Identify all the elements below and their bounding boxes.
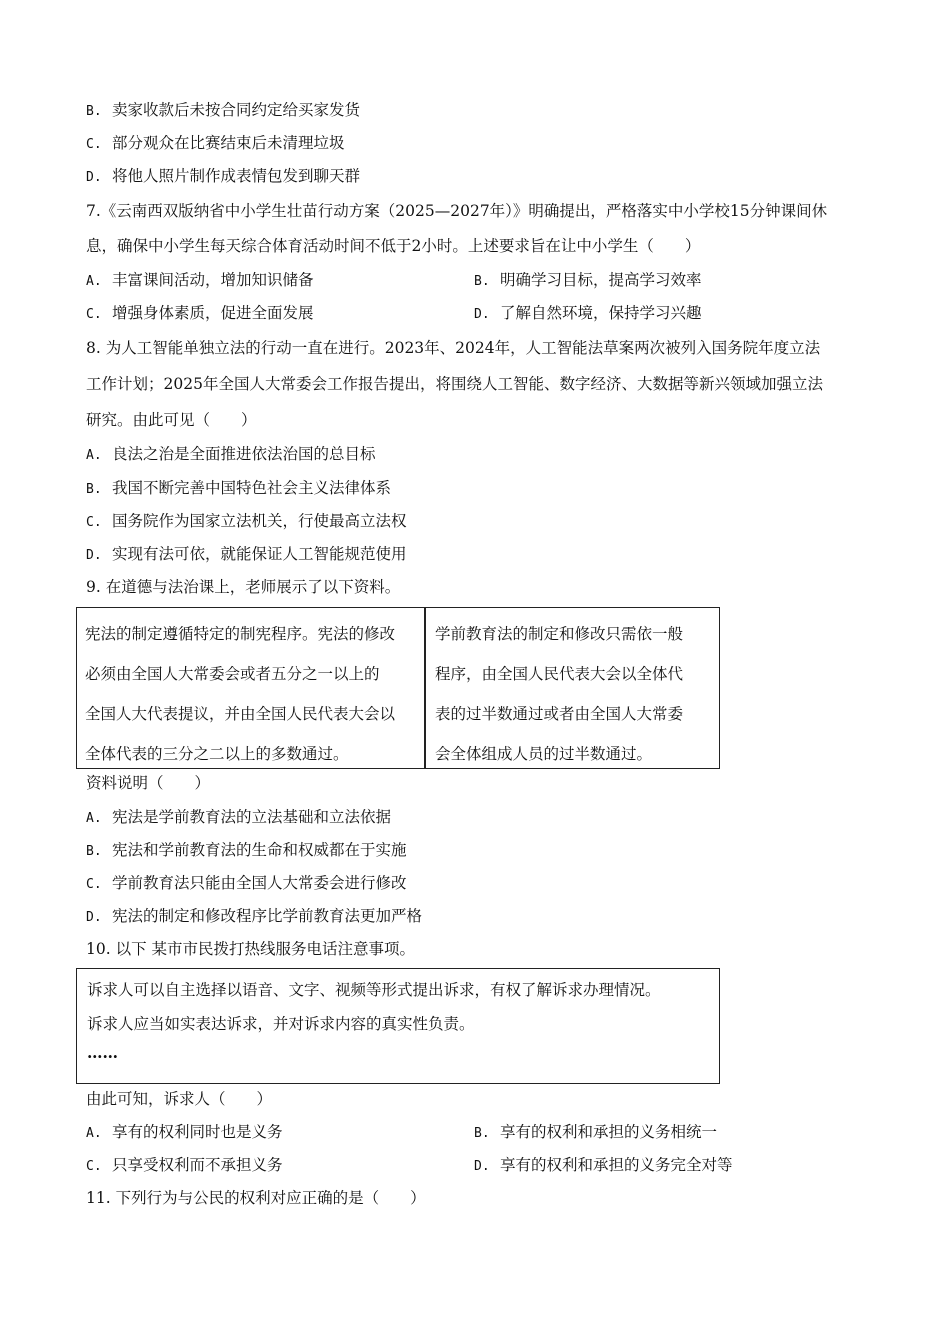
option-b: B. 卖家收款后未按合同约定给买家发货: [86, 101, 361, 119]
question-8-stem-line1: 8. 为人工智能单独立法的行动一直在进行。2023年、2024年，人工智能法草案两次被列入国务院年度立法: [86, 339, 821, 357]
notice-ellipsis: ……: [87, 1043, 118, 1062]
option-d: D. 宪法的制定和修改程序比学前教育法更加严格: [86, 907, 423, 925]
question-7-stem-line2: 息，确保中小学生每天综合体育活动时间不低于2小时。上述要求旨在让中小学生（ ）: [86, 237, 701, 255]
option-a: A. 丰富课间活动，增加知识储备: [86, 271, 314, 289]
question-10-stem: 10. 以下 某市市民拨打热线服务电话注意事项。: [86, 940, 416, 958]
material-table: [76, 607, 720, 769]
option-a: A. 享有的权利同时也是义务: [86, 1123, 283, 1141]
question-8-stem-line3: 研究。由此可见（ ）: [86, 411, 257, 429]
option-d: D. 了解自然环境，保持学习兴趣: [474, 304, 702, 322]
option-d: D. 将他人照片制作成表情包发到聊天群: [86, 167, 361, 185]
question-11-stem: 11. 下列行为与公民的权利对应正确的是（ ）: [86, 1189, 426, 1207]
option-b: B. 我国不断完善中国特色社会主义法律体系: [86, 479, 392, 497]
option-a: A. 良法之治是全面推进依法治国的总目标: [86, 445, 376, 463]
option-d: D. 实现有法可依，就能保证人工智能规范使用: [86, 545, 407, 563]
notice-line-1: 诉求人可以自主选择以语音、文字、视频等形式提出诉求，有权了解诉求办理情况。: [87, 981, 661, 999]
option-d: D. 享有的权利和承担的义务完全对等: [474, 1156, 733, 1174]
option-b: B. 明确学习目标，提高学习效率: [474, 271, 702, 289]
option-a: A. 宪法是学前教育法的立法基础和立法依据: [86, 808, 392, 826]
option-c: C. 只享受权利而不承担义务: [86, 1156, 283, 1174]
option-c: C. 学前教育法只能由全国人大常委会进行修改: [86, 874, 407, 892]
option-c: C. 国务院作为国家立法机关，行使最高立法权: [86, 512, 407, 530]
question-9-stem: 9. 在道德与法治课上，老师展示了以下资料。: [86, 578, 401, 596]
question-7-stem-line1: 7.《云南西双版纳省中小学生壮苗行动方案（2025—2027年）》明确提出，严格落实中小学校15分钟课间休: [86, 202, 828, 220]
table-cell-right: 学前教育法的制定和修改只需依一般 程序，由全国人民代表大会以全体代 表的过半数通过或者由全国人大常委 会全体组成人员的过半数通过。: [435, 625, 684, 763]
option-c: C. 部分观众在比赛结束后未清理垃圾: [86, 134, 345, 152]
option-c: C. 增强身体素质，促进全面发展: [86, 304, 314, 322]
table-cell-left: 宪法的制定遵循特定的制宪程序。宪法的修改 必须由全国人大常委会或者五分之一以上的 全国人大代表提议，并由全国人民代表大会以 全体代表的三分之二以上的多数通过。: [85, 625, 396, 763]
table-divider: [424, 608, 426, 768]
question-9-after: 资料说明（ ）: [86, 774, 211, 792]
question-10-after: 由此可知，诉求人（ ）: [86, 1090, 273, 1108]
notice-box: [76, 968, 720, 1084]
option-b: B. 享有的权利和承担的义务相统一: [474, 1123, 718, 1141]
question-8-stem-line2: 工作计划；2025年全国人大常委会工作报告提出，将围绕人工智能、数字经济、大数据等新兴领域加强立法: [86, 375, 823, 393]
notice-line-2: 诉求人应当如实表达诉求，并对诉求内容的真实性负责。: [87, 1015, 475, 1033]
option-b: B. 宪法和学前教育法的生命和权威都在于实施: [86, 841, 407, 859]
